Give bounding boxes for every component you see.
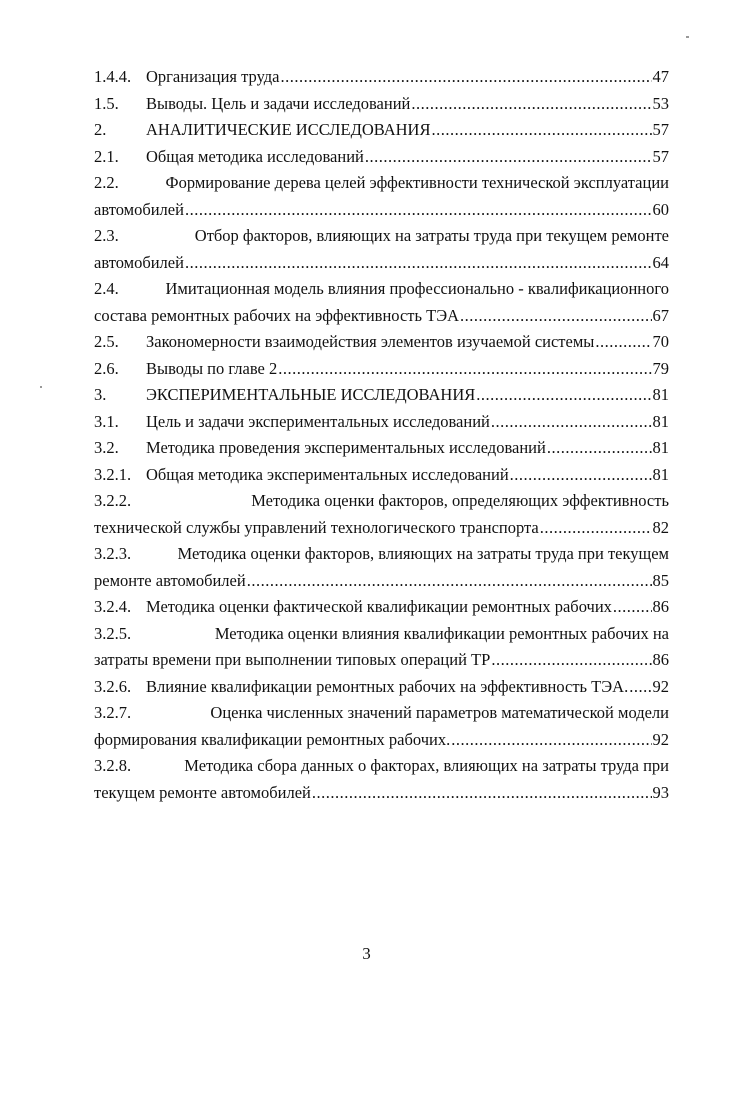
toc-entry-number: 3.2.7. <box>94 703 132 722</box>
toc-entry-page: 85 <box>652 570 669 590</box>
toc-entry-title: Методика проведения экспериментальных исследований <box>146 438 546 457</box>
toc-entry-number: 3.2.3. <box>94 544 132 563</box>
page-number: 3 <box>362 944 371 963</box>
toc-entry-page: 81 <box>652 385 669 404</box>
toc-entry-last-line <box>94 356 669 383</box>
toc-dot-leader <box>510 462 652 489</box>
toc-dot-leader <box>629 674 651 701</box>
toc-entry-title: состава ремонтных рабочих на эффективность ТЭА <box>94 305 460 325</box>
toc-dot-leader <box>247 568 652 595</box>
toc-entry-number: 3.1. <box>94 411 119 431</box>
toc-entry <box>94 223 669 276</box>
toc-entry <box>94 329 669 356</box>
toc-entry-page: 79 <box>652 358 669 378</box>
toc-entry <box>94 382 669 409</box>
toc-entry-number: 1.4.4. <box>94 67 132 86</box>
toc-entry-title: Оценка численных значений параметров математической модели <box>210 703 669 722</box>
toc-entry-line <box>94 276 669 303</box>
toc-entry-title: Методика оценки фактической квалификации ремонтных рабочих <box>146 597 612 616</box>
toc-entry-title: Общая методика экспериментальных исследований <box>146 464 509 484</box>
toc-entry-number: 2.6. <box>94 358 119 378</box>
toc-entry-page: 86 <box>652 597 669 616</box>
toc-entry-number: 2. <box>94 120 107 139</box>
toc-entry-last-line <box>94 647 669 674</box>
toc-entry-title: формирования квалификации ремонтных рабочих. <box>94 729 451 749</box>
toc-entry-title: Методика оценки влияния квалификации ремонтных рабочих на <box>214 623 669 643</box>
toc-entry-page: 81 <box>652 411 669 431</box>
table-of-contents <box>94 64 669 806</box>
toc-entry-page: 57 <box>652 120 669 139</box>
toc-dot-leader <box>185 197 652 224</box>
toc-dot-leader <box>491 647 651 674</box>
toc-entry <box>94 541 669 594</box>
toc-entry-line <box>94 700 669 727</box>
toc-entry-last-line <box>94 329 669 356</box>
toc-entry-page: 92 <box>652 729 669 749</box>
toc-entry-last-line <box>94 515 669 542</box>
toc-entry-last-line <box>94 91 669 118</box>
toc-entry-last-line <box>94 594 669 621</box>
toc-entry <box>94 488 669 541</box>
toc-entry <box>94 594 669 621</box>
toc-entry-page: 82 <box>652 517 669 537</box>
toc-entry-last-line <box>94 382 669 409</box>
toc-dot-leader <box>460 303 651 330</box>
toc-entry <box>94 674 669 701</box>
toc-entry-last-line <box>94 250 669 277</box>
toc-entry-last-line <box>94 144 669 171</box>
toc-entry-line <box>94 223 669 250</box>
toc-dot-leader <box>411 91 651 118</box>
toc-entry-page: 53 <box>652 93 669 113</box>
toc-entry <box>94 64 669 91</box>
toc-entry-title: текущем ремонте автомобилей <box>94 782 311 802</box>
toc-entry-number: 2.3. <box>94 226 119 245</box>
toc-entry-line <box>94 621 669 648</box>
toc-entry-number: 3. <box>94 385 107 404</box>
scan-speck <box>686 36 689 38</box>
toc-entry-title: затраты времени при выполнении типовых операций ТР <box>94 650 491 669</box>
toc-entry-number: 2.2. <box>94 173 119 192</box>
toc-entry-number: 3.2.4. <box>94 597 132 616</box>
toc-entry-title: Выводы по главе 2 <box>146 358 278 378</box>
toc-entry-page: 92 <box>652 676 669 696</box>
toc-entry-number: 3.2.6. <box>94 676 132 696</box>
toc-entry-title: Закономерности взаимодействия элементов изучаемой системы <box>146 332 595 351</box>
toc-dot-leader <box>547 435 652 462</box>
toc-entry-page: 70 <box>652 332 669 351</box>
toc-entry-number: 3.2. <box>94 438 119 457</box>
toc-entry-last-line <box>94 303 669 330</box>
toc-entry-page: 93 <box>652 782 669 802</box>
toc-dot-leader <box>431 117 651 144</box>
toc-entry-last-line <box>94 780 669 807</box>
toc-entry-title: автомобилей <box>94 252 184 272</box>
toc-dot-leader <box>476 382 651 409</box>
toc-dot-leader <box>365 144 652 171</box>
toc-entry-number: 3.2.2. <box>94 491 132 510</box>
toc-entry <box>94 435 669 462</box>
toc-entry-last-line <box>94 727 669 754</box>
toc-entry-line <box>94 753 669 780</box>
toc-entry-title: Отбор факторов, влияющих на затраты труда при текущем ремонте <box>194 226 669 245</box>
toc-entry-title: Выводы. Цель и задачи исследований <box>146 93 411 113</box>
toc-dot-leader <box>595 329 651 356</box>
toc-entry-number: 1.5. <box>94 93 119 113</box>
toc-entry <box>94 117 669 144</box>
toc-entry <box>94 91 669 118</box>
toc-entry-page: 81 <box>652 464 669 484</box>
toc-entry <box>94 753 669 806</box>
toc-entry-page: 86 <box>652 650 669 669</box>
toc-entry-last-line <box>94 117 669 144</box>
toc-entry-last-line <box>94 568 669 595</box>
toc-entry-last-line <box>94 64 669 91</box>
toc-entry-title: Методика оценки факторов, определяющих эффективность <box>251 491 669 510</box>
toc-dot-leader <box>185 250 652 277</box>
toc-dot-leader <box>281 64 652 91</box>
toc-entry-title: ремонте автомобилей <box>94 570 246 590</box>
toc-entry-page: 81 <box>652 438 669 457</box>
toc-entry-number: 3.2.5. <box>94 623 132 643</box>
toc-entry-number: 3.2.8. <box>94 756 132 775</box>
toc-entry-number: 2.1. <box>94 146 119 166</box>
toc-entry-title: Методика оценки факторов, влияющих на затраты труда при текущем <box>177 544 669 563</box>
toc-entry-title: Общая методика исследований <box>146 146 364 166</box>
toc-entry-last-line <box>94 409 669 436</box>
toc-entry-title: Цель и задачи экспериментальных исследований <box>146 411 490 431</box>
toc-entry <box>94 144 669 171</box>
toc-entry <box>94 170 669 223</box>
toc-entry-title: Организация труда <box>146 67 280 86</box>
toc-entry-title: Имитационная модель влияния профессионально - квалификационного <box>165 279 669 298</box>
toc-entry-line <box>94 488 669 515</box>
toc-entry-title: Влияние квалификации ремонтных рабочих на эффективность ТЭА. <box>146 676 629 696</box>
toc-entry-number: 2.4. <box>94 279 119 298</box>
scan-speck <box>40 386 42 388</box>
toc-entry-last-line <box>94 674 669 701</box>
toc-entry-last-line <box>94 197 669 224</box>
toc-entry <box>94 276 669 329</box>
toc-entry-title: Формирование дерева целей эффективности технической эксплуатации <box>165 173 669 192</box>
toc-entry-last-line <box>94 435 669 462</box>
toc-entry-number: 2.5. <box>94 332 119 351</box>
toc-entry <box>94 409 669 436</box>
toc-dot-leader <box>278 356 651 383</box>
toc-entry-title: Методика сбора данных о факторах, влияющих на затраты труда при <box>184 756 669 775</box>
toc-dot-leader <box>613 594 652 621</box>
toc-entry-page: 64 <box>652 252 669 272</box>
toc-entry-title: АНАЛИТИЧЕСКИЕ ИССЛЕДОВАНИЯ <box>146 120 431 139</box>
toc-entry-number: 3.2.1. <box>94 464 132 484</box>
toc-dot-leader <box>540 515 652 542</box>
toc-entry-line <box>94 170 669 197</box>
toc-entry <box>94 700 669 753</box>
toc-dot-leader <box>312 780 652 807</box>
toc-dot-leader <box>491 409 652 436</box>
toc-entry-title: ЭКСПЕРИМЕНТАЛЬНЫЕ ИССЛЕДОВАНИЯ <box>146 385 476 404</box>
toc-entry-page: 60 <box>652 199 669 219</box>
toc-entry-title: автомобилей <box>94 199 184 219</box>
toc-entry-title: технической службы управлений технологического транспорта <box>94 517 539 537</box>
toc-entry <box>94 621 669 674</box>
toc-entry-last-line <box>94 462 669 489</box>
toc-entry-page: 57 <box>652 146 669 166</box>
toc-entry <box>94 462 669 489</box>
toc-entry-page: 67 <box>652 305 669 325</box>
toc-entry-page: 47 <box>652 67 669 86</box>
toc-dot-leader <box>451 727 651 754</box>
toc-entry <box>94 356 669 383</box>
toc-entry-line <box>94 541 669 568</box>
